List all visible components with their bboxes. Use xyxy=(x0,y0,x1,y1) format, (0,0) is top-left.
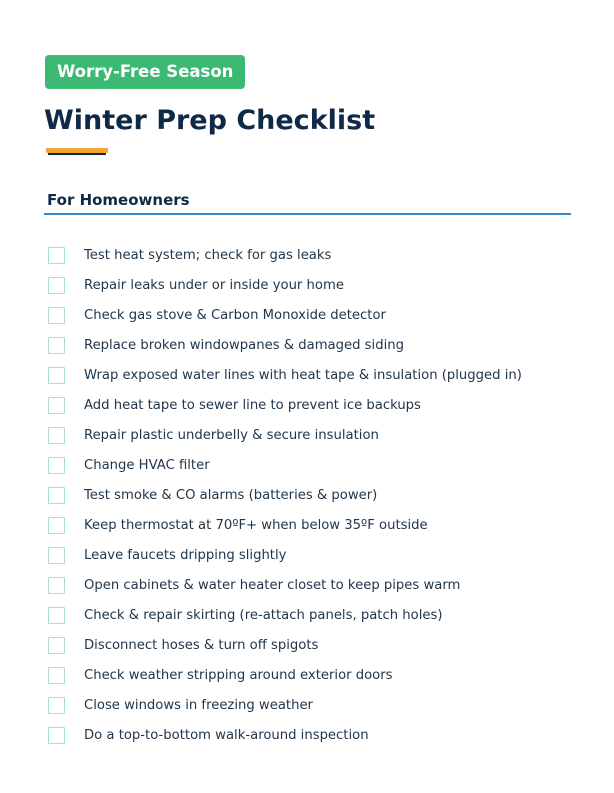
checklist-item xyxy=(48,630,522,660)
title-underline-accent xyxy=(46,148,108,156)
checklist-item xyxy=(48,450,522,480)
checklist-item-label: Test smoke & CO alarms (batteries & power) xyxy=(84,487,378,503)
checklist-item-label: Replace broken windowpanes & damaged siding xyxy=(84,337,404,353)
checklist-item xyxy=(48,270,522,300)
checklist-item-label: Close windows in freezing weather xyxy=(84,697,313,713)
checklist-item-label: Disconnect hoses & turn off spigots xyxy=(84,637,319,653)
checklist-item-label: Do a top-to-bottom walk-around inspection xyxy=(84,727,369,743)
checklist-item xyxy=(48,240,522,270)
navy-accent-bar xyxy=(48,153,106,155)
checkbox[interactable] xyxy=(48,577,65,594)
checkbox[interactable] xyxy=(48,667,65,684)
checklist-item xyxy=(48,420,522,450)
checkbox[interactable] xyxy=(48,457,65,474)
checkbox[interactable] xyxy=(48,367,65,384)
checklist-item-label: Repair leaks under or inside your home xyxy=(84,277,344,293)
checkbox[interactable] xyxy=(48,397,65,414)
checklist-item-label: Open cabinets & water heater closet to keep pipes warm xyxy=(84,577,461,593)
checklist-item xyxy=(48,690,522,720)
checklist-item-label: Check & repair skirting (re-attach panels, patch holes) xyxy=(84,607,443,623)
checklist-item xyxy=(48,480,522,510)
page-title: Winter Prep Checklist xyxy=(44,105,376,136)
checkbox[interactable] xyxy=(48,247,65,264)
checkbox[interactable] xyxy=(48,487,65,504)
checklist xyxy=(48,240,522,750)
checklist-item xyxy=(48,300,522,330)
checkbox[interactable] xyxy=(48,337,65,354)
checkbox[interactable] xyxy=(48,727,65,744)
section-heading: For Homeowners xyxy=(47,191,190,209)
checklist-item xyxy=(48,570,522,600)
checklist-item-label: Leave faucets dripping slightly xyxy=(84,547,287,563)
checklist-item-label: Check gas stove & Carbon Monoxide detector xyxy=(84,307,386,323)
checklist-item xyxy=(48,360,522,390)
checklist-item-label: Wrap exposed water lines with heat tape & insulation (plugged in) xyxy=(84,367,522,383)
checklist-item-label: Keep thermostat at 70ºF+ when below 35ºF outside xyxy=(84,517,428,533)
checklist-item-label: Repair plastic underbelly & secure insulation xyxy=(84,427,379,443)
checklist-item xyxy=(48,600,522,630)
checkbox[interactable] xyxy=(48,637,65,654)
checklist-item-label: Check weather stripping around exterior doors xyxy=(84,667,393,683)
season-badge: Worry-Free Season xyxy=(45,55,245,89)
checklist-item xyxy=(48,390,522,420)
checkbox[interactable] xyxy=(48,517,65,534)
checklist-item xyxy=(48,330,522,360)
checkbox[interactable] xyxy=(48,697,65,714)
checkbox[interactable] xyxy=(48,427,65,444)
checkbox[interactable] xyxy=(48,307,65,324)
checkbox[interactable] xyxy=(48,547,65,564)
checklist-item xyxy=(48,660,522,690)
checkbox[interactable] xyxy=(48,277,65,294)
checklist-item-label: Change HVAC filter xyxy=(84,457,210,473)
checklist-item xyxy=(48,720,522,750)
checkbox[interactable] xyxy=(48,607,65,624)
section-divider xyxy=(44,213,571,215)
checklist-item xyxy=(48,540,522,570)
checklist-item-label: Test heat system; check for gas leaks xyxy=(84,247,332,263)
checklist-item-label: Add heat tape to sewer line to prevent ice backups xyxy=(84,397,421,413)
checklist-item xyxy=(48,510,522,540)
